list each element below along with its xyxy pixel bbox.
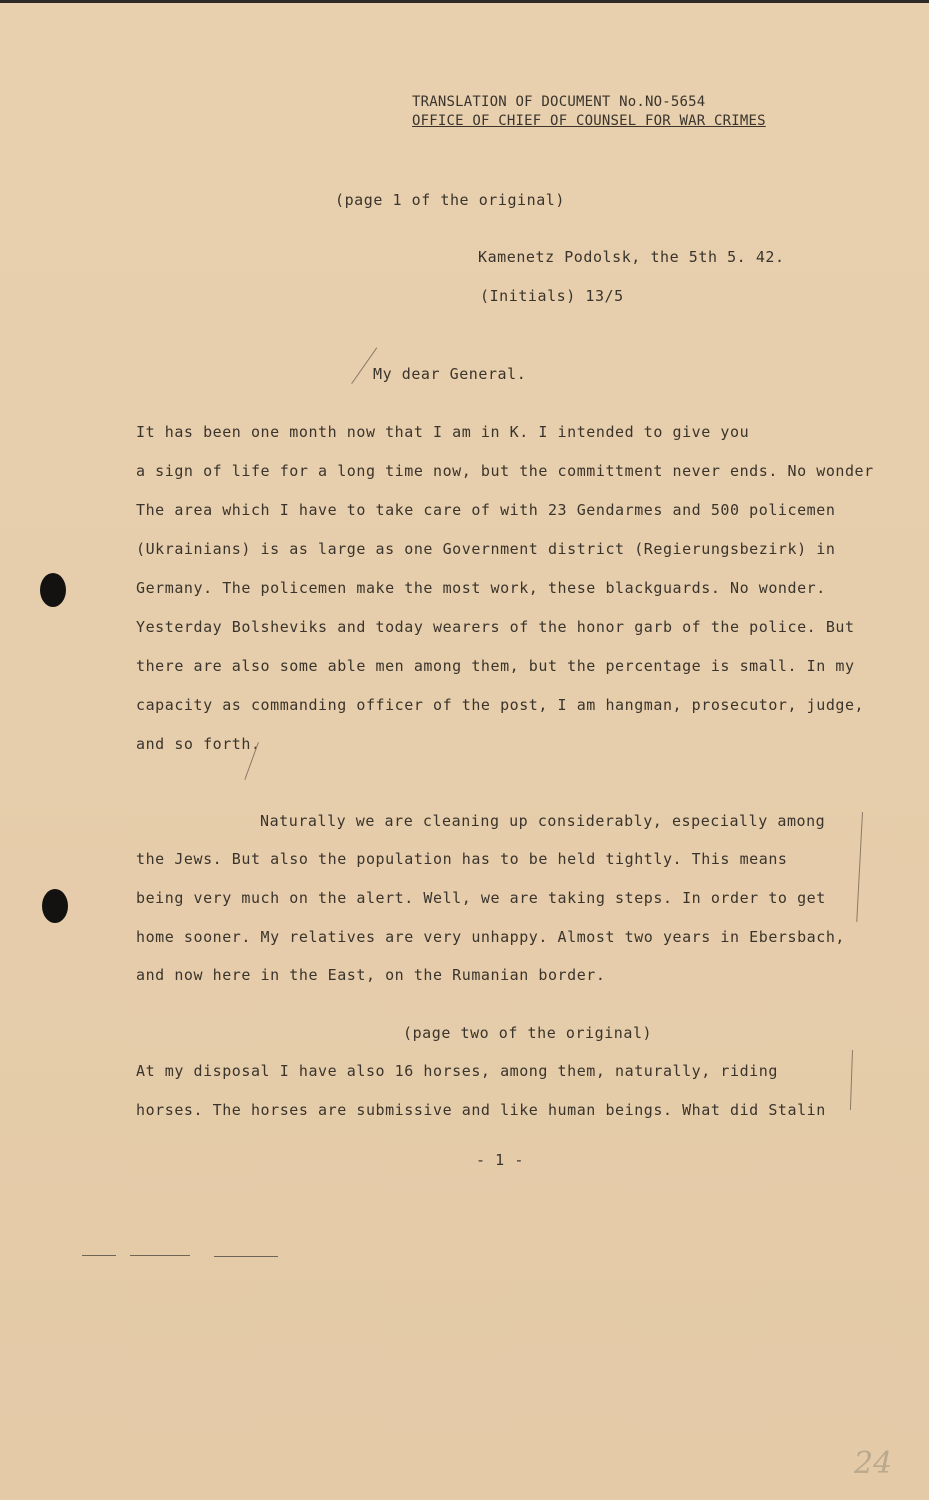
paragraph1-line: The area which I have to take care of with 23 Gendarmes and 500 policemen xyxy=(136,501,836,519)
page-number: - 1 - xyxy=(476,1151,524,1169)
faint-rule xyxy=(82,1255,116,1256)
paragraph1-line: and so forth. xyxy=(136,735,261,753)
paragraph1-line: capacity as commanding officer of the post, I am hangman, prosecutor, judge, xyxy=(136,696,865,714)
paragraph1-line: a sign of life for a long time now, but the committment never ends. No wonder xyxy=(136,462,874,480)
pencil-folio-number: 24 xyxy=(854,1446,893,1481)
paragraph2-line: and now here in the East, on the Rumanian border. xyxy=(136,966,606,984)
paragraph3-line: At my disposal I have also 16 horses, among them, naturally, riding xyxy=(136,1062,778,1080)
page-note-1: (page 1 of the original) xyxy=(335,191,565,209)
salutation: My dear General. xyxy=(373,365,527,383)
paragraph2-line: Naturally we are cleaning up considerably, especially among xyxy=(260,812,826,830)
place-date: Kamenetz Podolsk, the 5th 5. 42. xyxy=(478,248,785,266)
paragraph2-line: the Jews. But also the population has to be held tightly. This means xyxy=(136,850,788,868)
paragraph1-line: Germany. The policemen make the most work, these blackguards. No wonder. xyxy=(136,579,826,597)
paragraph2-line: home sooner. My relatives are very unhappy. Almost two years in Ebersbach, xyxy=(136,928,845,946)
punch-hole-bottom xyxy=(42,889,68,923)
paragraph1-line: there are also some able men among them, but the percentage is small. In my xyxy=(136,657,855,675)
faint-rule xyxy=(214,1256,278,1257)
margin-pencil-line xyxy=(856,812,863,922)
punch-hole-top xyxy=(40,573,66,607)
faint-rule xyxy=(130,1255,190,1256)
paragraph1-line: (Ukrainians) is as large as one Government district (Regierungsbezirk) in xyxy=(136,540,836,558)
paragraph2-line: being very much on the alert. Well, we are taking steps. In order to get xyxy=(136,889,826,907)
header-office: OFFICE OF CHIEF OF COUNSEL FOR WAR CRIMES xyxy=(412,113,766,129)
page-note-2: (page two of the original) xyxy=(403,1024,653,1042)
top-edge xyxy=(0,0,929,3)
paragraph1-line: Yesterday Bolsheviks and today wearers of the honor garb of the police. But xyxy=(136,618,855,636)
margin-pencil-line xyxy=(850,1050,853,1110)
header-translation: TRANSLATION OF DOCUMENT No.NO-5654 xyxy=(412,94,706,110)
initials: (Initials) 13/5 xyxy=(480,287,624,305)
paragraph1-line: It has been one month now that I am in K. I intended to give you xyxy=(136,423,750,441)
paragraph3-line: horses. The horses are submissive and like human beings. What did Stalin xyxy=(136,1101,826,1119)
